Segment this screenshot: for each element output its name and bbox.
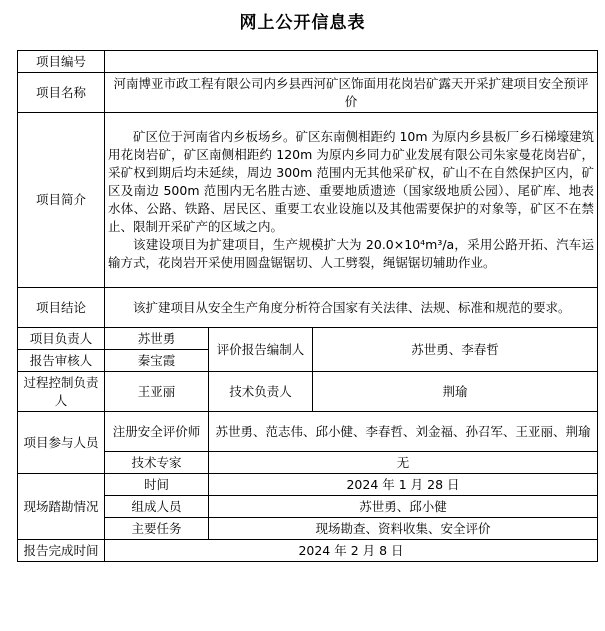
label-completion-time: 报告完成时间 — [18, 540, 105, 562]
label-project-name: 项目名称 — [18, 73, 105, 113]
label-survey-time: 时间 — [105, 474, 209, 496]
value-report-reviewer: 秦宝霞 — [105, 350, 209, 372]
label-project-intro: 项目简介 — [18, 113, 105, 288]
value-project-no — [105, 51, 598, 73]
row-project-conclusion — [18, 288, 598, 328]
label-process-controller: 过程控制负责人 — [18, 372, 105, 412]
row-completion-time — [18, 540, 598, 562]
label-report-reviewer: 报告审核人 — [18, 350, 105, 372]
row-survey-team — [18, 496, 598, 518]
value-survey-team: 苏世勇、邱小健 — [209, 496, 598, 518]
value-process-controller: 王亚丽 — [105, 372, 209, 412]
label-survey-task: 主要任务 — [105, 518, 209, 540]
label-tech-expert: 技术专家 — [105, 452, 209, 474]
row-safety-evaluators — [18, 412, 598, 452]
row-project-name — [18, 73, 598, 113]
row-process-controller — [18, 372, 598, 412]
label-project-no: 项目编号 — [18, 51, 105, 73]
row-project-intro — [18, 113, 598, 288]
label-report-author: 评价报告编制人 — [209, 328, 313, 372]
value-completion-time: 2024 年 2 月 8 日 — [105, 540, 598, 562]
label-safety-evaluators: 注册安全评价师 — [105, 412, 209, 452]
label-survey-team: 组成人员 — [105, 496, 209, 518]
value-project-name: 河南博亚市政工程有限公司内乡县西河矿区饰面用花岗岩矿露天开采扩建项目安全预评价 — [105, 73, 598, 113]
label-participants: 项目参与人员 — [18, 412, 105, 474]
intro-paragraph-1: 矿区位于河南省内乡板场乡。矿区东南侧相距约 10m 为原内乡县板厂乡石梯壕建筑用花岗岩矿，矿区南侧相距约 120m 为原内乡同力矿业发展有限公司朱家曼花岗岩矿，采矿权到期后均未延续，周边 300m 范围内无其他采矿权，矿山不在自然保护区内，矿区及南边 500m 范围内无名胜古迹、重要地质遗迹（国家级地质公园）、尾矿库、地表水体、公路、铁路、居民区、重要工农业设施以及其他需要保护的对象等，矿区不在禁止、限制开采矿产的区域之内。 — [108, 129, 595, 234]
label-tech-leader: 技术负责人 — [209, 372, 313, 412]
page-title: 网上公开信息表 — [239, 13, 366, 33]
row-project-leader — [18, 328, 598, 350]
label-project-leader: 项目负责人 — [18, 328, 105, 350]
intro-paragraph-2: 该建设项目为扩建项目，生产规模扩大为 20.0×10⁴m³/a，采用公路开拓、汽车运输方式，花岗岩开采使用圆盘锯锯切、人工劈裂，绳锯锯切辅助作业。 — [108, 237, 595, 270]
value-survey-task: 现场勘查、资料收集、安全评价 — [209, 518, 598, 540]
value-tech-expert: 无 — [209, 452, 598, 474]
value-project-leader: 苏世勇 — [105, 328, 209, 350]
label-site-survey: 现场踏勘情况 — [18, 474, 105, 540]
row-tech-expert — [18, 452, 598, 474]
value-safety-evaluators: 苏世勇、范志伟、邱小健、李春哲、刘金福、孙召军、王亚丽、荆瑜 — [209, 412, 598, 452]
value-report-author: 苏世勇、李春哲 — [313, 328, 598, 372]
row-project-no — [18, 51, 598, 73]
value-tech-leader: 荆瑜 — [313, 372, 598, 412]
value-project-conclusion — [105, 288, 598, 328]
value-survey-time: 2024 年 1 月 28 日 — [209, 474, 598, 496]
value-project-intro — [105, 113, 598, 288]
row-survey-time — [18, 474, 598, 496]
info-table — [17, 50, 598, 562]
label-project-conclusion: 项目结论 — [18, 288, 105, 328]
row-survey-task — [18, 518, 598, 540]
conclusion-text: 该扩建项目从安全生产角度分析符合国家有关法律、法规、标准和规范的要求。 — [133, 299, 571, 315]
